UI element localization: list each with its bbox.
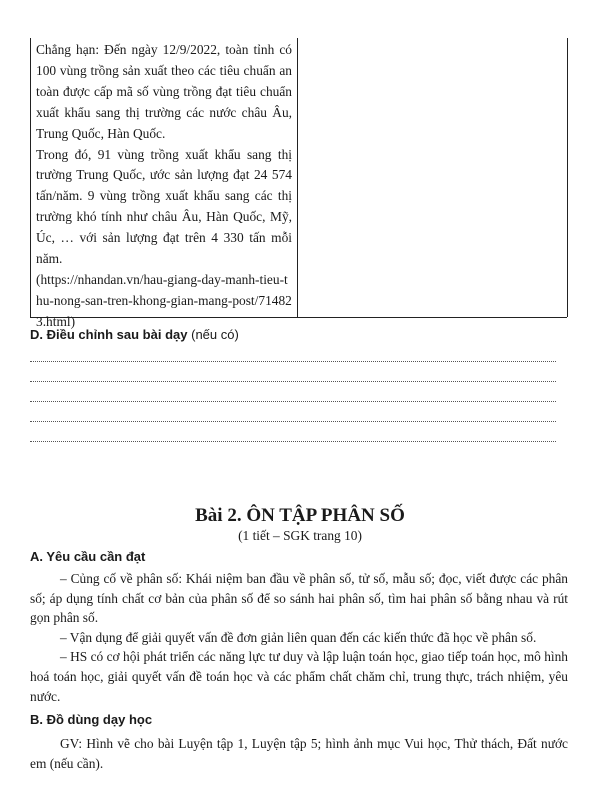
requirement-item: – HS có cơ hội phát triển các năng lực tư duy và lập luận toán học, giao tiếp toán học, mô hình hoá toán học, giải quyết vấn đề toán học và các phẩm chất chăm chỉ, trung thực, trách nhiệm, yêu nước. <box>30 649 568 704</box>
dotted-line <box>30 361 556 362</box>
source-link[interactable]: (https://nhandan.vn/hau-giang-day-manh-tieu-thu-nong-san-tren-khong-gian-mang-post/714823.html) <box>36 271 292 329</box>
section-b-body <box>30 734 568 773</box>
lesson-title: Bài 2. ÔN TẬP PHÂN SỐ <box>195 505 405 526</box>
table-border-right <box>567 38 568 317</box>
dotted-line <box>30 401 556 402</box>
section-b-heading: B. Đồ dùng dạy học <box>30 712 153 727</box>
table-cell-example <box>36 40 292 333</box>
requirement-item: – Củng cố về phân số: Khái niệm ban đầu về phân số, tử số, mẫu số; đọc, viết được các phân số; áp dụng tính chất cơ bản của phân số để so sánh hai phân số, tìm hai phân số bằng nhau và rút gọn phân số. <box>30 571 568 626</box>
section-d-heading <box>30 327 239 342</box>
requirement-item: – Vận dụng để giải quyết vấn đề đơn giản liên quan đến các kiến thức đã học về phân số. <box>60 629 537 645</box>
dotted-line <box>30 441 556 442</box>
materials-text: GV: Hình vẽ cho bài Luyện tập 1, Luyện tập 5; hình ảnh mục Vui học, Thử thách, Đất nước em (nếu cần). <box>30 736 568 771</box>
lesson-subtitle: (1 tiết – SGK trang 10) <box>238 528 362 543</box>
section-a-body <box>30 569 568 706</box>
section-a-heading: A. Yêu cầu cần đạt <box>30 549 146 564</box>
section-d-note: (nếu có) <box>191 327 239 342</box>
example-paragraph: Trong đó, 91 vùng trồng xuất khẩu sang thị trường Trung Quốc, ước sản lượng đạt 24 574 tấn/năm. 9 vùng trồng xuất khẩu sang các thị trường khó tính như châu Âu, Hàn Quốc, Mỹ, Úc, … với sản lượng đạt trên 4 330 tấn mỗi năm. <box>36 146 292 267</box>
dotted-line <box>30 381 556 382</box>
dotted-line <box>30 421 556 422</box>
table-border-left <box>30 38 31 317</box>
table-border-middle <box>297 38 298 317</box>
section-d-title: D. Điều chỉnh sau bài dạy <box>30 327 188 342</box>
example-paragraph: Chẳng hạn: Đến ngày 12/9/2022, toàn tỉnh có 100 vùng trồng sản xuất theo các tiêu chuẩn an toàn được cấp mã số vùng trồng đạt tiêu chuẩn xuất khẩu sang thị trường các nước châu Âu, Trung Quốc, Hàn Quốc. <box>36 42 292 141</box>
